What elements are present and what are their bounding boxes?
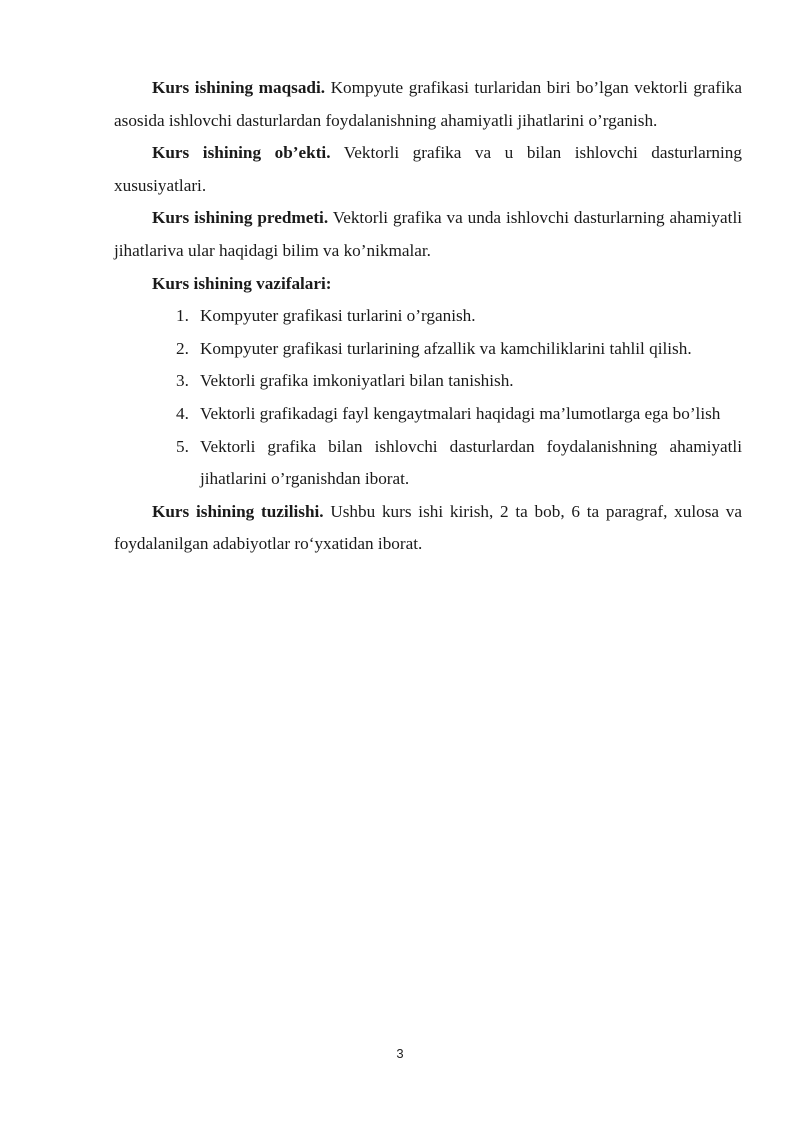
tasks-list (114, 300, 742, 496)
maqsadi-text: Kompyute grafikasi turlaridan biri bo’lgan vektorli grafika asosida ishlovchi dasturlardan foydalanishning ahamiyatli jihatlarini o’rganish. (114, 78, 742, 130)
maqsadi-heading: Kurs ishining maqsadi. (152, 78, 326, 97)
list-item-text: Vektorli grafikadagi fayl kengaytmalari haqidagi ma’lumotlarga ega bo’lish (200, 403, 721, 423)
list-item-number: 3. (176, 371, 189, 391)
paragraph-vazifalari (114, 268, 742, 301)
obekti-text: Vektorli grafika va u bilan ishlovchi dasturlarning xususiyatlari. (114, 143, 742, 195)
paragraph-obekti (114, 137, 742, 202)
paragraph-maqsadi (114, 72, 742, 137)
page-number: 3 (396, 1046, 404, 1061)
predmeti-heading: Kurs ishining predmeti. (152, 208, 329, 228)
tuzilishi-text: Ushbu kurs ishi kirish, 2 ta bob, 6 ta paragraf, xulosa va foydalanilgan adabiyotlar ro‘yxatidan iborat. (114, 501, 742, 554)
vazifalari-heading: Kurs ishining vazifalari: (152, 273, 332, 293)
obekti-heading: Kurs ishining ob’ekti. (152, 143, 331, 163)
paragraph-tuzilishi (114, 496, 742, 561)
list-item-number: 2. (176, 338, 189, 358)
list-item (114, 365, 742, 398)
tuzilishi-heading: Kurs ishining tuzilishi. (152, 501, 324, 521)
list-item-text: Vektorli grafika bilan ishlovchi dasturlardan foydalanishning ahamiyatli jihatlarini o’rganishdan iborat. (200, 436, 742, 489)
list-item (114, 431, 742, 496)
list-item (114, 333, 742, 366)
list-item-number: 1. (176, 306, 189, 326)
list-item-text: Kompyuter grafikasi turlarini o’rganish. (200, 306, 476, 326)
list-item-text: Vektorli grafika imkoniyatlari bilan tanishish. (200, 371, 514, 391)
list-item-number: 5. (176, 436, 189, 456)
document-page (114, 72, 742, 561)
list-item (114, 398, 742, 431)
list-item-number: 4. (176, 403, 189, 423)
list-item-text: Kompyuter grafikasi turlarining afzallik va kamchiliklarini tahlil qilish. (200, 338, 692, 358)
paragraph-predmeti (114, 202, 742, 267)
predmeti-text: Vektorli grafika va unda ishlovchi dasturlarning ahamiyatli jihatlariva ular haqidagi bilim va ko’nikmalar. (114, 208, 742, 260)
list-item (114, 300, 742, 333)
